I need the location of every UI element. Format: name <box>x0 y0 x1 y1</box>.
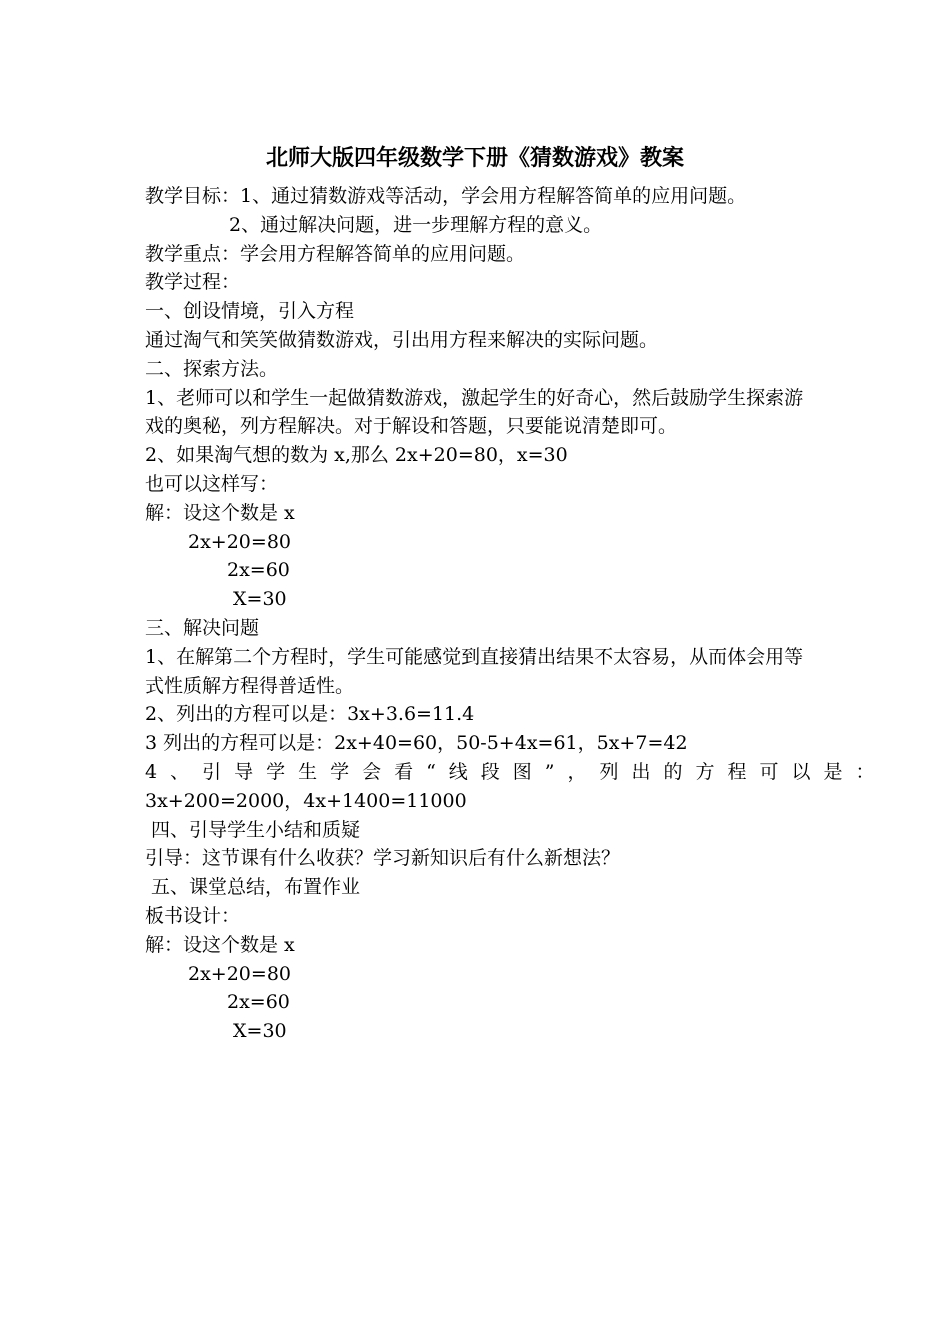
board-design-heading: 板书设计： <box>145 904 241 927</box>
guide-text: 引导：这节课有什么收获？学习新知识后有什么新想法？ <box>145 847 621 870</box>
teaching-key-point: 教学重点：学会用方程解答简单的应用问题。 <box>145 242 526 265</box>
teaching-goal-1: 教学目标：1、通过猜数游戏等活动，学会用方程解答简单的应用问题。 <box>145 185 747 207</box>
solution-1-equation-3: X=30 <box>233 588 287 611</box>
solution-1-equation-1: 2x+20=80 <box>188 530 291 553</box>
document-title: 北师大版四年级数学下册《猜数游戏》教案 <box>265 145 684 171</box>
solution-1-heading: 解：设这个数是 x <box>145 501 295 524</box>
section-3-item-2: 2、列出的方程可以是：3x+3.6=11.4 <box>145 703 475 726</box>
teaching-goal-2: 2、通过解决问题，进一步理解方程的意义。 <box>229 213 603 236</box>
teaching-process-heading: 教学过程： <box>145 271 241 294</box>
document-body <box>145 182 888 1046</box>
section-2-title: 二、探索方法。 <box>145 357 279 380</box>
solution-2-equation-2: 2x=60 <box>227 991 290 1014</box>
section-3-item-4-line-2: 3x+200=2000，4x+1400=11000 <box>145 789 467 812</box>
section-3-item-1: 1、在解第二个方程时，学生可能感觉到直接猜出结果不太容易，从而体会用等式性质解方程得普适性。 <box>145 645 804 697</box>
solution-1-equation-2: 2x=60 <box>227 559 290 582</box>
section-1-text: 通过淘气和笑笑做猜数游戏，引出用方程来解决的实际问题。 <box>145 328 659 351</box>
section-3-item-4-line-1: 4、引导学生学会看“线段图”，列出的方程可以是： <box>145 760 888 783</box>
section-4-title: 四、引导学生小结和质疑 <box>151 818 361 841</box>
section-2-item-2: 2、如果淘气想的数为 x,那么 2x+20=80，x=30 <box>145 444 568 467</box>
solution-2-heading: 解：设这个数是 x <box>145 933 295 956</box>
also-write-label: 也可以这样写： <box>145 472 279 495</box>
solution-2-equation-1: 2x+20=80 <box>188 962 291 985</box>
section-3-title: 三、解决问题 <box>145 616 260 639</box>
section-5-title: 五、课堂总结，布置作业 <box>151 876 361 899</box>
section-3-item-3: 3 列出的方程可以是：2x+40=60，50-5+4x=61，5x+7=42 <box>145 732 688 755</box>
section-1-title: 一、创设情境，引入方程 <box>145 300 355 323</box>
solution-2-equation-3: X=30 <box>233 1020 287 1043</box>
section-2-item-1: 1、老师可以和学生一起做猜数游戏，激起学生的好奇心，然后鼓励学生探索游戏的奥秘，列方程解决。对于解设和答题，只要能说清楚即可。 <box>145 386 804 438</box>
